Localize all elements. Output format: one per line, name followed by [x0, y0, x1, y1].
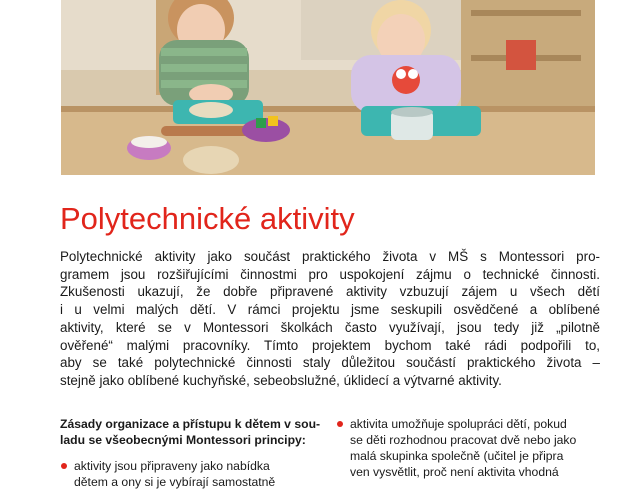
photo-children-activity — [61, 0, 595, 175]
principles-right-column — [336, 416, 600, 480]
intro-line: stejně jako oblíbené kuchyňské, sebeobslužné, úklidecí a výtvarné aktivity. — [60, 372, 502, 388]
bullet-text — [74, 458, 322, 490]
intro-paragraph — [60, 248, 600, 390]
bullet-item — [60, 458, 322, 490]
intro-line: aby se také polytechnické činnosti staly důležitou součástí praktického života – — [60, 355, 600, 371]
bullet-line: se děti rozhodnou pracovat dvě nebo jako — [350, 433, 577, 447]
bullet-line: malá skupinka společně (učitel je připra — [350, 449, 564, 463]
bullet-dot-icon — [337, 421, 343, 427]
principles-heading-line: ladu se všeobecnými Montessori principy: — [60, 433, 306, 447]
page-title: Polytechnické aktivity — [60, 201, 355, 236]
bullet-line: ven vysvětlit, proč není aktivita vhodná — [350, 465, 559, 479]
intro-line: Polytechnické aktivity jako součást praktického života v MŠ s Montessori pro- — [60, 249, 600, 264]
intro-line: ověřené“ malými pracovníky. Tímto projektem bychom také rádi podpořili to, — [60, 337, 600, 353]
intro-line: aktivity, které se v Montessori školkách často využívají, jsou tedy již „pilotně — [60, 319, 600, 335]
principles-heading-line: Zásady organizace a přístupu k dětem v sou- — [60, 417, 321, 431]
principles-heading — [60, 416, 322, 448]
intro-line: i u velmi malých dětí. V rámci projektu jsme seskupili osvědčené a oblíbené — [60, 302, 600, 318]
header-photo — [61, 0, 595, 175]
bullet-text — [350, 416, 600, 480]
bullet-dot-icon — [61, 463, 67, 469]
intro-line: gramem jsou rozšiřujícími činnostmi pro uspokojení zájmu o technické činnosti. — [60, 266, 600, 282]
bullet-line: aktivity jsou připraveny jako nabídka — [74, 459, 270, 473]
bullet-line: dětem a ony si je vybírají samostatně — [74, 475, 276, 489]
principles-left-column — [60, 416, 322, 490]
bullet-item — [336, 416, 600, 480]
bullet-line: aktivita umožňuje spolupráci dětí, pokud — [350, 417, 567, 431]
intro-line: Zkušenosti ukazují, že dobře připravené aktivity vzbuzují zájem u všech dětí — [60, 284, 600, 300]
